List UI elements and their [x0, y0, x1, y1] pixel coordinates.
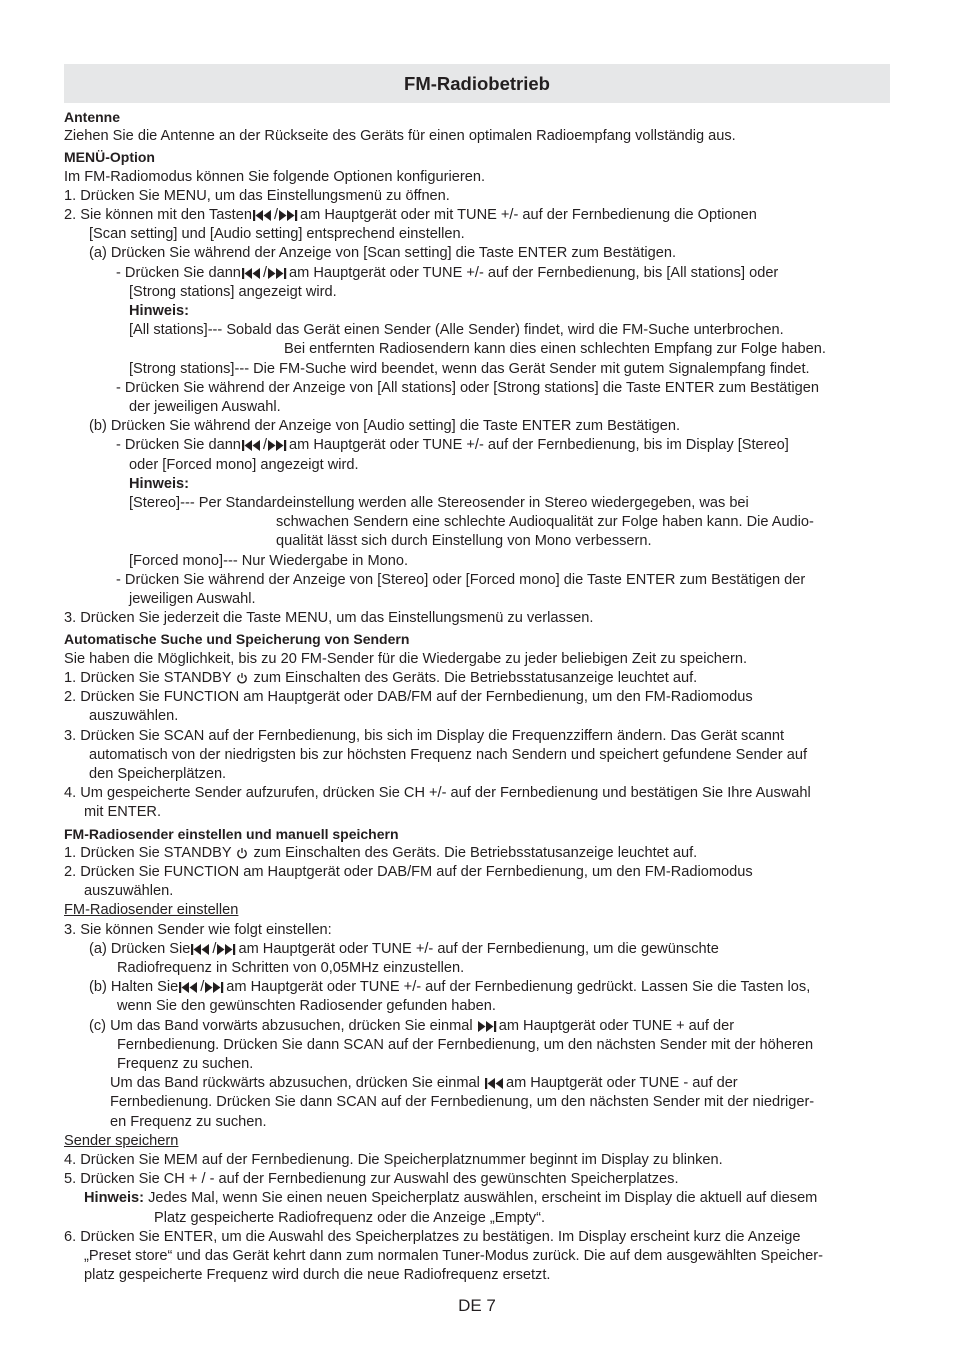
menu-step-2-cont: [Scan setting] und [Audio setting] entsprechend einstellen. [89, 226, 465, 243]
power-icon [236, 847, 248, 859]
skip-forward-icon [279, 210, 299, 221]
manual-b: (b) Halten Sie / am Hauptgerät oder TUNE +/- auf der Fernbedienung gedrückt. Lassen Sie die Tasten los, [89, 979, 811, 996]
menu-b-option-1: [Stereo]--- Per Standardeinstellung werden alle Stereosender in Stereo wiedergegeben, was bei [129, 495, 749, 512]
section-title-bar [64, 64, 890, 103]
menu-b-note-label: Hinweis: [129, 475, 190, 492]
menu-a-sub2-cont: der jeweiligen Auswahl. [129, 399, 281, 416]
antenna-heading: Antenne [64, 109, 120, 125]
skip-back-icon [253, 210, 273, 221]
menu-b-sub1-cont: oder [Forced mono] angezeigt wird. [129, 456, 359, 473]
manual-c-cont2: Frequenz zu suchen. [117, 1055, 254, 1072]
skip-forward-icon [478, 1021, 498, 1032]
menu-b-sub2: - Drücken Sie während der Anzeige von [Stereo] oder [Forced mono] die Taste ENTER zum Bestätigen der [116, 571, 806, 588]
menu-a-sub2: - Drücken Sie während der Anzeige von [All stations] oder [Strong stations] die Taste ENTER zum Bestätigen [116, 379, 820, 396]
manual-heading: FM-Radiosender einstellen und manuell speichern [64, 825, 399, 842]
manual-note: Hinweis: Jedes Mal, wenn Sie einen neuen Speicherplatz auswählen, erscheint im Display die aktuell auf diesem [84, 1190, 818, 1207]
manual-step-6-cont2: platz gespeicherte Frequenz wird durch die neue Radiofrequenz ersetzt. [84, 1267, 551, 1284]
manual-a-cont: Radiofrequenz in Schritten von 0,05MHz einzustellen. [117, 959, 465, 976]
manual-d-cont: Fernbedienung. Drücken Sie dann SCAN auf der Fernbedienung, um den nächsten Sender mit der niedriger- [110, 1094, 815, 1111]
document-body [64, 106, 894, 1285]
skip-back-icon [179, 982, 199, 993]
auto-step-3-cont2: den Speicherplätzen. [89, 765, 227, 782]
skip-forward-icon [268, 440, 288, 451]
menu-a-sub1: - Drücken Sie dann / am Hauptgerät oder TUNE +/- auf der Fernbedienung, bis [All stations] oder [116, 264, 779, 281]
menu-b-option-1-cont: schwachen Sendern eine schlechte Audioqualität zur Folge haben kann. Die Audio- [276, 514, 814, 531]
page-number: DE 7 [458, 1296, 496, 1315]
manual-step-4: 4. Drücken Sie MEM auf der Fernbedienung. Die Speicherplatznummer beginnt im Display zu blinken. [64, 1151, 723, 1168]
manual-note-cont: Platz gespeicherte Radiofrequenz oder die Anzeige „Empty“. [154, 1209, 546, 1226]
power-icon [236, 672, 248, 684]
auto-step-4: 4. Um gespeicherte Sender aufzurufen, drücken Sie CH +/- auf der Fernbedienung und bestätigen Sie Ihre Auswahl [64, 785, 811, 802]
auto-intro: Sie haben die Möglichkeit, bis zu 20 FM-Sender für die Wiedergabe zu jeder beliebigen Zeit zu speichern. [64, 650, 748, 667]
menu-a-option-2: [Strong stations]--- Die FM-Suche wird beendet, wenn das Gerät Sender mit gutem Signalempfang findet. [129, 360, 810, 377]
auto-step-4-cont: mit ENTER. [84, 804, 162, 821]
manual-d: Um das Band rückwärts abzusuchen, drücken Sie einmal am Hauptgerät oder TUNE - auf der [110, 1075, 738, 1092]
manual-a: (a) Drücken Sie / am Hauptgerät oder TUNE +/- auf der Fernbedienung, um die gewünschte [89, 940, 719, 957]
skip-forward-icon [268, 268, 288, 279]
menu-step-3: 3. Drücken Sie jederzeit die Taste MENU, um das Einstellungsmenü zu verlassen. [64, 610, 594, 627]
manual-step-1: 1. Drücken Sie STANDBY zum Einschalten des Geräts. Die Betriebsstatusanzeige leuchtet auf. [64, 844, 698, 861]
skip-back-icon [242, 440, 262, 451]
menu-step-2: 2. Sie können mit den Tasten / am Hauptgerät oder mit TUNE +/- auf der Fernbedienung die Optionen [64, 207, 757, 224]
menu-a-option-1: [All stations]--- Sobald das Gerät einen Sender (Alle Sender) findet, wird die FM-Suche unterbrochen. [129, 322, 784, 339]
manual-c: (c) Um das Band vorwärts abzusuchen, drücken Sie einmal am Hauptgerät oder TUNE + auf der [89, 1017, 735, 1034]
manual-b-cont: wenn Sie den gewünschten Radiosender gefunden haben. [117, 998, 496, 1015]
auto-step-3: 3. Drücken Sie SCAN auf der Fernbedienung, bis sich im Display die Frequenzziffern ändern. Das Gerät scannt [64, 727, 785, 744]
skip-back-icon [191, 944, 211, 955]
manual-step-5: 5. Drücken Sie CH + / - auf der Fernbedienung zur Auswahl des gewünschten Speicherplatzes. [64, 1171, 679, 1188]
antenna-text: Ziehen Sie die Antenne an der Rückseite des Geräts für einen optimalen Radioempfang vollständig aus. [64, 128, 736, 145]
manual-step-2-cont: auszuwählen. [84, 883, 174, 900]
auto-step-1: 1. Drücken Sie STANDBY zum Einschalten des Geräts. Die Betriebsstatusanzeige leuchtet auf. [64, 669, 698, 686]
auto-step-2: 2. Drücken Sie FUNCTION am Hauptgerät oder DAB/FM auf der Fernbedienung, um den FM-Radiomodus [64, 689, 753, 706]
menu-a-option-1-cont: Bei entfernten Radiosendern kann dies einen schlechten Empfang zur Folge haben. [284, 341, 826, 358]
manual-step-3: 3. Sie können Sender wie folgt einstellen: [64, 921, 332, 938]
menu-a-sub1-cont: [Strong stations] angezeigt wird. [129, 283, 337, 300]
menu-a-note-label: Hinweis: [129, 303, 190, 320]
manual-subheading-store: Sender speichern [64, 1132, 179, 1149]
manual-step-6: 6. Drücken Sie ENTER, um die Auswahl des Speicherplatzes zu bestätigen. Im Display erscheint kurz die Anzeige [64, 1228, 801, 1245]
skip-back-icon [485, 1078, 505, 1089]
auto-step-2-cont: auszuwählen. [89, 708, 179, 725]
manual-step-6-cont: „Preset store“ und das Gerät kehrt dann zum normalen Tuner-Modus zurück. Die auf dem ausgewählten Speicher- [84, 1247, 823, 1264]
manual-subheading-tune: FM-Radiosender einstellen [64, 902, 239, 919]
menu-a-line: (a) Drücken Sie während der Anzeige von [Scan setting] die Taste ENTER zum Bestätigen. [89, 245, 677, 262]
menu-b-option-1-cont2: qualität lässt sich durch Einstellung von Mono verbessern. [276, 533, 652, 550]
menu-b-sub2-cont: jeweiligen Auswahl. [129, 591, 256, 608]
menu-intro: Im FM-Radiomodus können Sie folgende Optionen konfigurieren. [64, 168, 486, 185]
manual-d-cont2: en Frequenz zu suchen. [110, 1113, 267, 1130]
skip-back-icon [242, 268, 262, 279]
menu-heading: MENÜ-Option [64, 149, 155, 166]
menu-b-option-2: [Forced mono]--- Nur Wiedergabe in Mono. [129, 552, 409, 569]
manual-c-cont: Fernbedienung. Drücken Sie dann SCAN auf der Fernbedienung, um den nächsten Sender mit der höheren [117, 1036, 814, 1053]
menu-b-sub1: - Drücken Sie dann / am Hauptgerät oder TUNE +/- auf der Fernbedienung, bis im Display [Stereo] [116, 437, 789, 454]
skip-forward-icon [205, 982, 225, 993]
menu-step-1: 1. Drücken Sie MENU, um das Einstellungsmenü zu öffnen. [64, 187, 450, 204]
menu-b-line: (b) Drücken Sie während der Anzeige von [Audio setting] die Taste ENTER zum Bestätigen. [89, 418, 681, 435]
skip-forward-icon [217, 944, 237, 955]
auto-heading: Automatische Suche und Speicherung von Sendern [64, 631, 410, 648]
page-title: FM-Radiobetrieb [404, 72, 550, 94]
manual-step-2: 2. Drücken Sie FUNCTION am Hauptgerät oder DAB/FM auf der Fernbedienung, um den FM-Radiomodus [64, 863, 753, 880]
auto-step-3-cont: automatisch von der niedrigsten bis zur höchsten Frequenz nach Sendern und speichert gefundene Sender auf [89, 746, 807, 763]
